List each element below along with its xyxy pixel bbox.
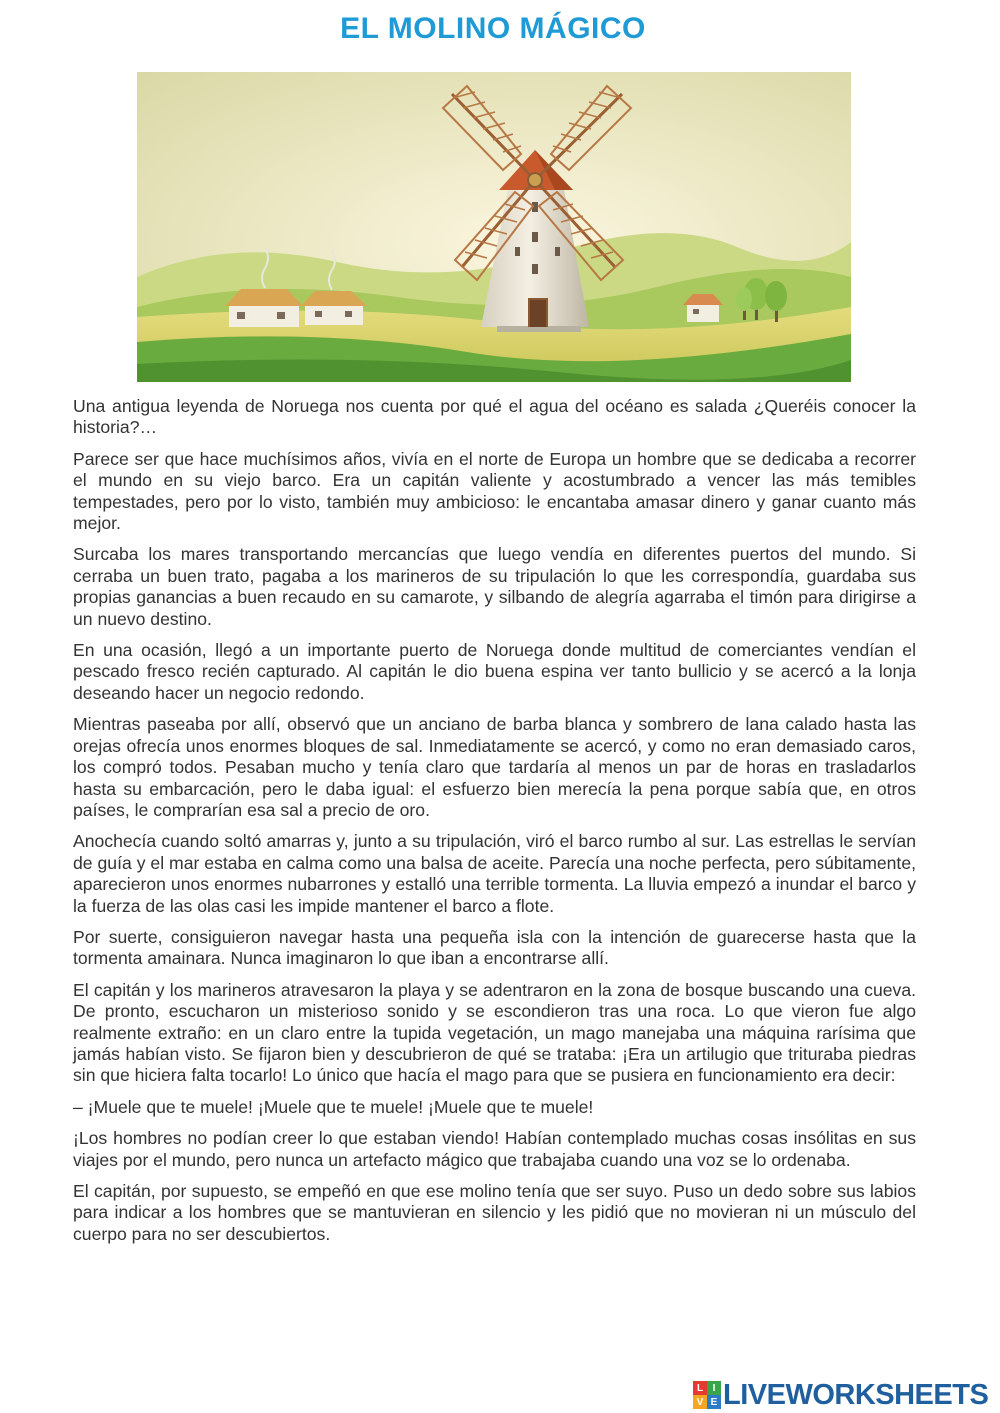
page-title: EL MOLINO MÁGICO xyxy=(340,12,646,45)
paragraph: – ¡Muele que te muele! ¡Muele que te muele! ¡Muele que te muele! xyxy=(73,1096,594,1117)
logo-text: LIVEWORKSHEETS xyxy=(723,1378,989,1411)
paragraph: Surcaba los mares transportando mercancías que luego vendía en diferentes puertos del mundo. Si cerraba un buen trato, pagaba a los marineros de su tripulación lo que les correspondía, guardaba sus propias ganancias a buen recaudo en su camarote, y silbando de alegría agarraba el timón para dirigirse a un nuevo destino. xyxy=(73,544,916,629)
paragraph: Anochecía cuando soltó amarras y, junto a su tripulación, viró el barco rumbo al sur. Las estrellas le servían de guía y el mar estaba en calma como una balsa de aceite. Parecía una noche perfecta, pero súbitamente, aparecieron unos enormes nubarrones y estalló una terrible tormenta. La lluvia empezó a inundar el barco y la fuerza de las olas casi les impide mantener el barco a flote. xyxy=(73,831,916,916)
badge-letter: V xyxy=(693,1395,707,1409)
badge-letter: L xyxy=(693,1381,707,1395)
windmill-illustration xyxy=(137,72,851,382)
paragraph: Mientras paseaba por allí, observó que un anciano de barba blanca y sombrero de lana calado hasta las orejas ofrecía unos enormes bloques de sal. Inmediatamente se acercó, y como no eran demasiado caros, los compró todos. Pesaban mucho y tenía claro que tardaría al menos un par de horas en trasladarlos hasta su embarcación, pero le daba igual: el esfuerzo bien merecía la pena porque sabía que, en otros países, le comprarían esa sal a precio de oro. xyxy=(73,714,916,820)
badge-letter: E xyxy=(707,1395,721,1409)
paragraph: Por suerte, consiguieron navegar hasta una pequeña isla con la intención de guarecerse hasta que la tormenta amainara. Nunca imaginaron lo que iban a encontrarse allí. xyxy=(73,926,916,969)
badge-letter: I xyxy=(707,1381,721,1395)
paragraph: El capitán, por supuesto, se empeñó en que ese molino tenía que ser suyo. Puso un dedo sobre sus labios para indicar a los hombres que se mantuvieran en silencio y les pidió que no movieran ni un músculo del cuerpo para no ser descubiertos. xyxy=(73,1181,916,1244)
paragraph: El capitán y los marineros atravesaron la playa y se adentraron en la zona de bosque buscando una cueva. De pronto, escucharon un misterioso sonido y se escondieron tras una roca. Lo que vieron fue algo realmente extraño: en un claro entre la tupida vegetación, un mago manejaba una máquina rarísima que jamás habían visto. Se fijaron bien y descubrieron de qué se trataba: ¡Era un artilugio que trituraba piedras sin que hiciera falta tocarlo! Lo único que hacía el mago para que se pusiera en funcionamiento era decir: xyxy=(73,979,916,1086)
logo-badge-icon xyxy=(693,1381,721,1409)
paragraph: Parece ser que hace muchísimos años, vivía en el norte de Europa un hombre que se dedicaba a recorrer el mundo en su viejo barco. Era un capitán valiente y acostumbrado a vencer las más temibles tempestades, pero por lo visto, también muy ambicioso: le encantaba amasar dinero y ganar cuanto más mejor. xyxy=(73,448,916,534)
paragraph: Una antigua leyenda de Noruega nos cuenta por qué el agua del océano es salada ¿Queréis conocer la historia?… xyxy=(73,396,916,438)
liveworksheets-logo[interactable] xyxy=(693,1378,993,1412)
paragraph: ¡Los hombres no podían creer lo que estaban viendo! Habían contemplado muchas cosas insólitas en sus viajes por el mundo, pero nunca un artefacto mágico que trabajaba cuando una voz se lo ordenaba. xyxy=(73,1128,916,1170)
story-text xyxy=(73,396,916,1255)
paragraph: En una ocasión, llegó a un importante puerto de Noruega donde multitud de comerciantes vendían el pescado fresco recién capturado. Al capitán le dio buena espina ver tanto bullicio y se acercó a la lonja deseando hacer un negocio redondo. xyxy=(73,640,916,703)
